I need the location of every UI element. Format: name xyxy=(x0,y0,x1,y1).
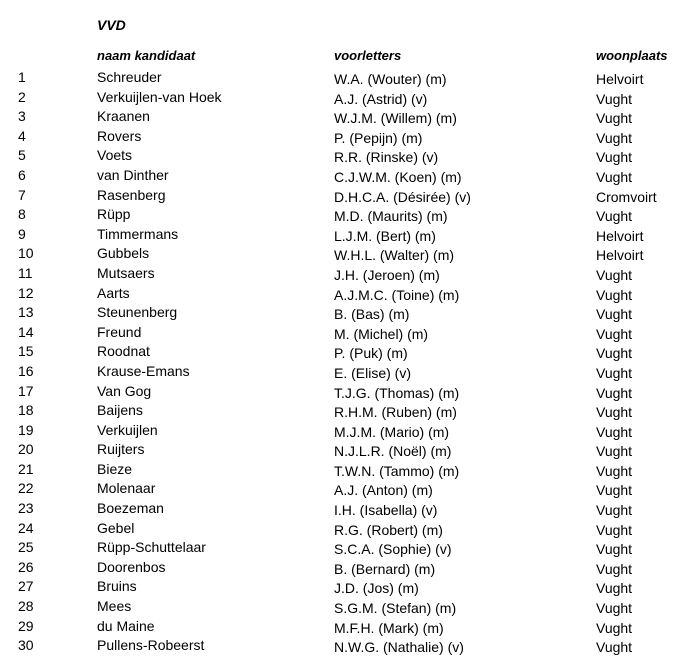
candidate-initials: W.A. (Wouter) (m) xyxy=(334,71,447,87)
candidate-name: Timmermans xyxy=(97,225,179,242)
candidate-town: Vught xyxy=(596,639,633,656)
candidate-name: Mutsaers xyxy=(97,264,155,281)
candidate-initials: J.H. (Jeroen) (m) xyxy=(334,266,440,283)
candidate-row xyxy=(0,342,684,362)
candidate-row xyxy=(0,264,684,284)
candidate-number: 14 xyxy=(18,323,34,340)
candidate-number: 26 xyxy=(18,558,34,575)
candidate-name: Ruijters xyxy=(97,441,145,458)
candidate-name: Gubbels xyxy=(97,245,150,262)
candidate-row xyxy=(0,479,684,499)
candidate-row xyxy=(0,460,684,480)
candidate-initials: B. (Bernard) (m) xyxy=(334,560,436,577)
candidate-initials: A.J.M.C. (Toine) (m) xyxy=(334,286,460,303)
candidate-number: 18 xyxy=(18,402,34,419)
candidate-town: Helvoirt xyxy=(596,247,644,264)
candidate-name: du Maine xyxy=(97,617,155,634)
candidate-initials: S.C.A. (Sophie) (v) xyxy=(334,541,452,558)
candidate-name: Schreuder xyxy=(97,69,162,85)
candidate-number: 20 xyxy=(18,441,34,458)
candidate-town: Vught xyxy=(596,266,633,283)
candidate-row xyxy=(0,617,684,637)
candidate-row xyxy=(0,284,684,304)
candidate-number: 7 xyxy=(18,186,26,203)
candidate-number: 29 xyxy=(18,617,34,634)
candidate-row xyxy=(0,577,684,597)
candidate-town: Vught xyxy=(596,580,633,597)
candidate-initials: B. (Bas) (m) xyxy=(334,306,410,323)
candidate-number: 5 xyxy=(18,147,26,164)
candidate-name: Pullens-Robeerst xyxy=(97,637,205,654)
candidate-initials: R.G. (Robert) (m) xyxy=(334,521,443,538)
candidate-initials: M.J.M. (Mario) (m) xyxy=(334,423,450,440)
candidate-number: 11 xyxy=(18,264,33,281)
candidate-town: Vught xyxy=(596,90,633,107)
candidate-initials: P. (Pepijn) (m) xyxy=(334,129,423,146)
candidate-row xyxy=(0,499,684,519)
candidate-initials: T.J.G. (Thomas) (m) xyxy=(334,384,460,401)
candidate-town: Vught xyxy=(596,423,633,440)
candidate-number: 25 xyxy=(18,539,34,556)
candidate-name: van Dinther xyxy=(97,166,169,183)
candidate-row xyxy=(0,146,684,166)
candidate-name: Baijens xyxy=(97,402,143,419)
candidate-initials: P. (Puk) (m) xyxy=(334,345,408,362)
candidate-row xyxy=(0,597,684,617)
candidate-initials: E. (Elise) (v) xyxy=(334,364,411,381)
candidate-number: 24 xyxy=(18,519,34,536)
candidate-name: Voets xyxy=(97,147,133,164)
candidate-row xyxy=(0,538,684,558)
candidate-town: Vught xyxy=(596,619,633,636)
candidate-number: 27 xyxy=(18,578,34,595)
candidate-town: Vught xyxy=(596,443,633,460)
candidate-row xyxy=(0,519,684,539)
candidate-row xyxy=(0,107,684,127)
candidate-row xyxy=(0,186,684,206)
candidate-initials: N.W.G. (Nathalie) (v) xyxy=(334,639,464,656)
candidate-name: Krause-Emans xyxy=(97,362,190,379)
candidate-initials: W.H.L. (Walter) (m) xyxy=(334,247,455,264)
candidate-number: 12 xyxy=(18,284,34,301)
candidate-initials: T.W.N. (Tammo) (m) xyxy=(334,462,460,479)
candidate-row xyxy=(0,225,684,245)
candidate-town: Vught xyxy=(596,110,633,127)
candidate-initials: S.G.M. (Stefan) (m) xyxy=(334,600,457,617)
candidate-name: Doorenbos xyxy=(97,558,166,575)
candidate-initials: M.F.H. (Mark) (m) xyxy=(334,619,444,636)
candidate-name: Kraanen xyxy=(97,108,150,125)
candidate-row xyxy=(0,382,684,402)
candidate-row xyxy=(0,558,684,578)
candidate-name: Gebel xyxy=(97,519,135,536)
candidate-name: Verkuijlen xyxy=(97,421,158,438)
candidate-row xyxy=(0,636,684,656)
candidate-number: 9 xyxy=(18,225,26,242)
column-header-town: woonplaats xyxy=(596,48,668,63)
candidate-initials: L.J.M. (Bert) (m) xyxy=(334,227,436,244)
candidate-town: Vught xyxy=(596,149,633,166)
candidate-number: 1 xyxy=(18,69,26,85)
candidate-name: Rovers xyxy=(97,127,142,144)
candidate-town: Vught xyxy=(596,168,633,185)
candidate-name: Freund xyxy=(97,323,142,340)
candidate-number: 19 xyxy=(18,421,34,438)
candidate-number: 8 xyxy=(18,206,26,223)
candidate-number: 2 xyxy=(18,88,26,105)
candidate-name: Van Gog xyxy=(97,382,152,399)
candidate-number: 23 xyxy=(18,500,34,517)
candidate-row xyxy=(0,401,684,421)
candidate-town: Vught xyxy=(596,286,633,303)
candidate-initials: M.D. (Maurits) (m) xyxy=(334,208,448,225)
column-header-initials: voorletters xyxy=(334,48,402,63)
candidate-row xyxy=(0,303,684,323)
candidate-name: Verkuijlen-van Hoek xyxy=(97,88,222,105)
candidate-town: Vught xyxy=(596,600,633,617)
candidate-town: Vught xyxy=(596,482,633,499)
candidate-town: Vught xyxy=(596,521,633,538)
candidate-row xyxy=(0,166,684,186)
party-title: VVD xyxy=(97,17,126,33)
candidate-name: Mees xyxy=(97,598,132,615)
candidate-town: Vught xyxy=(596,541,633,558)
candidate-name: Steunenberg xyxy=(97,304,178,321)
candidate-number: 28 xyxy=(18,598,34,615)
column-header-name: naam kandidaat xyxy=(97,48,196,63)
candidate-town: Vught xyxy=(596,384,633,401)
candidate-initials: D.H.C.A. (Désirée) (v) xyxy=(334,188,471,205)
candidate-name: Rüpp xyxy=(97,206,131,223)
candidate-number: 17 xyxy=(18,382,34,399)
candidate-list xyxy=(0,68,684,656)
candidate-initials: W.J.M. (Willem) (m) xyxy=(334,110,457,127)
candidate-initials: R.H.M. (Ruben) (m) xyxy=(334,404,457,421)
candidate-number: 13 xyxy=(18,304,34,321)
candidate-number: 15 xyxy=(18,343,34,360)
candidate-number: 6 xyxy=(18,166,26,183)
candidate-town: Vught xyxy=(596,404,633,421)
candidate-initials: M. (Michel) (m) xyxy=(334,325,429,342)
candidate-name: Molenaar xyxy=(97,480,156,497)
candidate-town: Helvoirt xyxy=(596,227,644,244)
candidate-initials: N.J.L.R. (Noël) (m) xyxy=(334,443,452,460)
candidate-town: Vught xyxy=(596,462,633,479)
candidate-name: Rüpp-Schuttelaar xyxy=(97,539,206,556)
candidate-initials: A.J. (Anton) (m) xyxy=(334,482,433,499)
candidate-name: Aarts xyxy=(97,284,130,301)
candidate-row xyxy=(0,323,684,343)
candidate-row xyxy=(0,88,684,108)
candidate-row xyxy=(0,127,684,147)
candidate-name: Boezeman xyxy=(97,500,164,517)
candidate-number: 3 xyxy=(18,108,26,125)
candidate-initials: A.J. (Astrid) (v) xyxy=(334,90,428,107)
candidate-town: Vught xyxy=(596,345,633,362)
candidate-number: 4 xyxy=(18,127,26,144)
candidate-town: Vught xyxy=(596,208,633,225)
candidate-initials: C.J.W.M. (Koen) (m) xyxy=(334,168,462,185)
candidate-number: 21 xyxy=(18,460,34,477)
candidate-town: Helvoirt xyxy=(596,71,644,87)
candidate-initials: R.R. (Rinske) (v) xyxy=(334,149,439,166)
candidate-row xyxy=(0,244,684,264)
candidate-row xyxy=(0,421,684,441)
candidate-row xyxy=(0,362,684,382)
candidate-town: Vught xyxy=(596,325,633,342)
candidate-town: Cromvoirt xyxy=(596,188,657,205)
candidate-name: Bruins xyxy=(97,578,137,595)
candidate-town: Vught xyxy=(596,129,633,146)
candidate-number: 16 xyxy=(18,362,34,379)
candidate-initials: I.H. (Isabella) (v) xyxy=(334,502,438,519)
candidate-initials: J.D. (Jos) (m) xyxy=(334,580,419,597)
candidate-town: Vught xyxy=(596,306,633,323)
candidate-row xyxy=(0,68,684,88)
candidate-town: Vught xyxy=(596,502,633,519)
candidate-name: Roodnat xyxy=(97,343,150,360)
candidate-town: Vught xyxy=(596,364,633,381)
candidate-number: 22 xyxy=(18,480,34,497)
candidate-number: 10 xyxy=(18,245,34,262)
candidate-number: 30 xyxy=(18,637,34,654)
candidate-row xyxy=(0,205,684,225)
candidate-town: Vught xyxy=(596,560,633,577)
candidate-name: Rasenberg xyxy=(97,186,166,203)
candidate-row xyxy=(0,440,684,460)
candidate-name: Bieze xyxy=(97,460,133,477)
